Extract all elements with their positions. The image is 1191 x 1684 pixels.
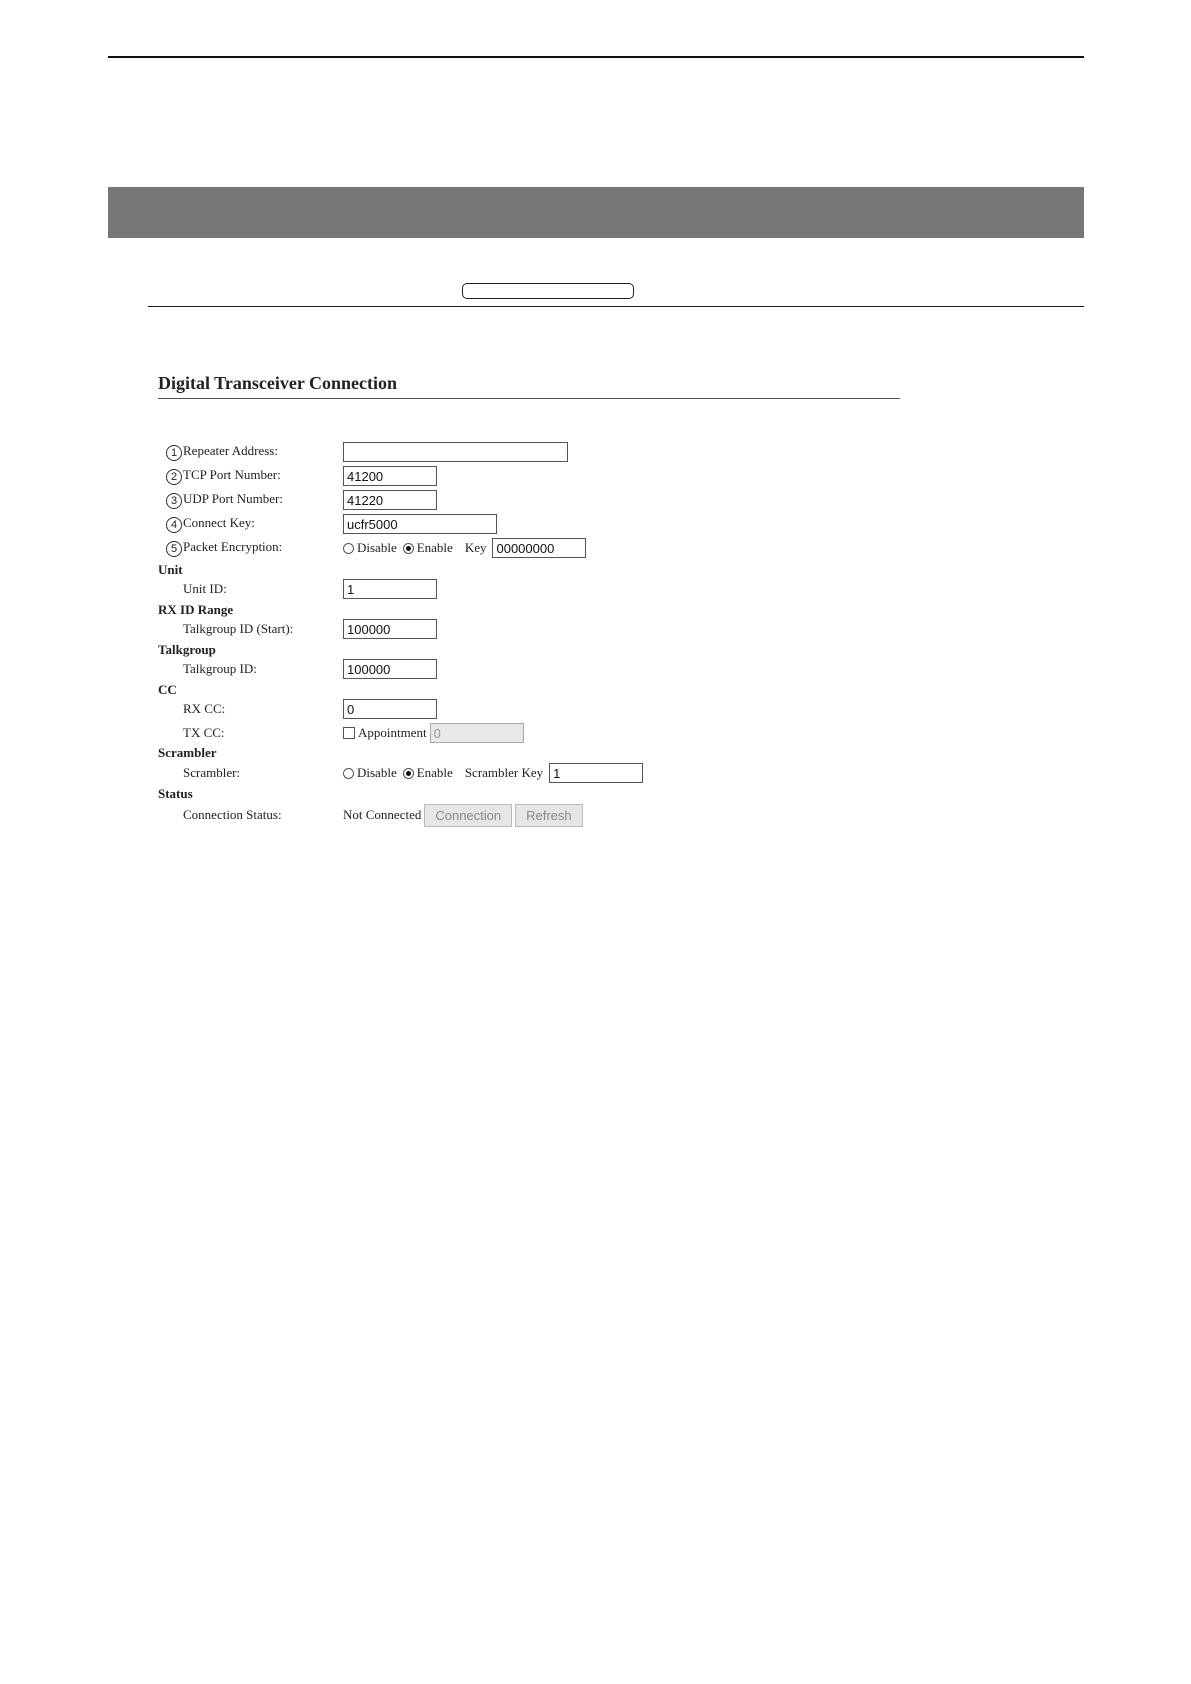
connection-status-value: Not Connected xyxy=(343,807,422,822)
packet-encryption-key-input[interactable] xyxy=(492,538,586,558)
tcp-port-text: TCP Port Number: xyxy=(183,467,281,483)
connection-status-row xyxy=(158,803,900,827)
talkgroup-id-label: Talkgroup ID: xyxy=(183,661,257,676)
unit-id-control xyxy=(343,579,437,599)
packet-encryption-enable-radio[interactable] xyxy=(403,543,414,554)
tcp-port-row xyxy=(158,465,900,487)
udp-port-input[interactable] xyxy=(343,490,437,510)
scrambler-key-input[interactable] xyxy=(549,763,643,783)
repeater-address-control xyxy=(343,442,568,462)
packet-encryption-disable-label: Disable xyxy=(357,540,397,555)
rx-id-range-heading: RX ID Range xyxy=(158,602,234,617)
udp-port-control xyxy=(343,490,437,510)
packet-encryption-text: Packet Encryption: xyxy=(183,539,283,555)
talkgroup-id-input[interactable] xyxy=(343,659,437,679)
callout-3: 3 xyxy=(166,493,182,509)
callout-1: 1 xyxy=(166,445,182,461)
packet-encryption-key-label: Key xyxy=(464,540,487,555)
connection-status-control xyxy=(343,804,583,827)
scrambler-disable-label: Disable xyxy=(357,765,397,780)
sub-rule xyxy=(148,306,1084,307)
udp-port-text: UDP Port Number: xyxy=(183,491,283,507)
tx-cc-label: TX CC: xyxy=(183,725,225,740)
talkgroup-id-start-input[interactable] xyxy=(343,619,437,639)
scrambler-enable-label: Enable xyxy=(416,765,453,780)
packet-encryption-row xyxy=(158,537,900,559)
refresh-button[interactable]: Refresh xyxy=(515,804,583,827)
connect-key-input[interactable] xyxy=(343,514,497,534)
tx-cc-input[interactable] xyxy=(430,723,524,743)
talkgroup-id-control xyxy=(343,659,437,679)
connect-key-control xyxy=(343,514,497,534)
repeater-address-label xyxy=(166,443,278,460)
talkgroup-id-row xyxy=(158,658,900,680)
connect-key-label xyxy=(166,515,255,532)
unit-heading: Unit xyxy=(158,562,183,577)
unit-id-row xyxy=(158,578,900,600)
scrambler-heading: Scrambler xyxy=(158,745,217,760)
scrambler-control xyxy=(343,763,643,783)
connect-key-text: Connect Key: xyxy=(183,515,255,531)
tx-cc-control xyxy=(343,723,524,743)
connection-status-label: Connection Status: xyxy=(183,807,282,822)
repeater-address-input[interactable] xyxy=(343,442,568,462)
top-rule xyxy=(108,56,1084,58)
unit-id-input[interactable] xyxy=(343,579,437,599)
tcp-port-label xyxy=(166,467,281,484)
appointment-label: Appointment xyxy=(358,725,427,740)
callout-2: 2 xyxy=(166,469,182,485)
unit-id-label: Unit ID: xyxy=(183,581,227,596)
talkgroup-id-start-control xyxy=(343,619,437,639)
panel-rule xyxy=(158,398,900,399)
key-label-box xyxy=(462,283,634,299)
section-header-band xyxy=(108,187,1084,238)
appointment-checkbox[interactable] xyxy=(343,727,355,739)
udp-port-row xyxy=(158,489,900,511)
packet-encryption-disable-radio[interactable] xyxy=(343,543,354,554)
rx-cc-label: RX CC: xyxy=(183,701,226,716)
scrambler-label: Scrambler: xyxy=(183,765,241,780)
tcp-port-input[interactable] xyxy=(343,466,437,486)
callout-5: 5 xyxy=(166,541,182,557)
tx-cc-row xyxy=(158,722,900,744)
talkgroup-heading: Talkgroup xyxy=(158,642,216,657)
callout-4: 4 xyxy=(166,517,182,533)
rx-cc-row xyxy=(158,698,900,720)
cc-heading: CC xyxy=(158,682,177,697)
tcp-port-control xyxy=(343,466,437,486)
packet-encryption-control xyxy=(343,538,586,558)
udp-port-label xyxy=(166,491,283,508)
connect-key-row xyxy=(158,513,900,535)
talkgroup-id-start-row xyxy=(158,618,900,640)
rx-cc-control xyxy=(343,699,437,719)
repeater-address-text: Repeater Address: xyxy=(183,443,278,459)
panel-title: Digital Transceiver Connection xyxy=(158,373,397,393)
connection-button[interactable]: Connection xyxy=(424,804,512,827)
scrambler-key-label: Scrambler Key xyxy=(464,765,544,780)
packet-encryption-label xyxy=(166,539,282,556)
digital-transceiver-connection-panel xyxy=(158,370,900,823)
repeater-address-row xyxy=(158,441,900,463)
talkgroup-id-start-label: Talkgroup ID (Start): xyxy=(183,621,294,636)
scrambler-disable-radio[interactable] xyxy=(343,768,354,779)
scrambler-row xyxy=(158,762,900,784)
scrambler-enable-radio[interactable] xyxy=(403,768,414,779)
packet-encryption-enable-label: Enable xyxy=(416,540,453,555)
rx-cc-input[interactable] xyxy=(343,699,437,719)
status-heading: Status xyxy=(158,786,193,801)
